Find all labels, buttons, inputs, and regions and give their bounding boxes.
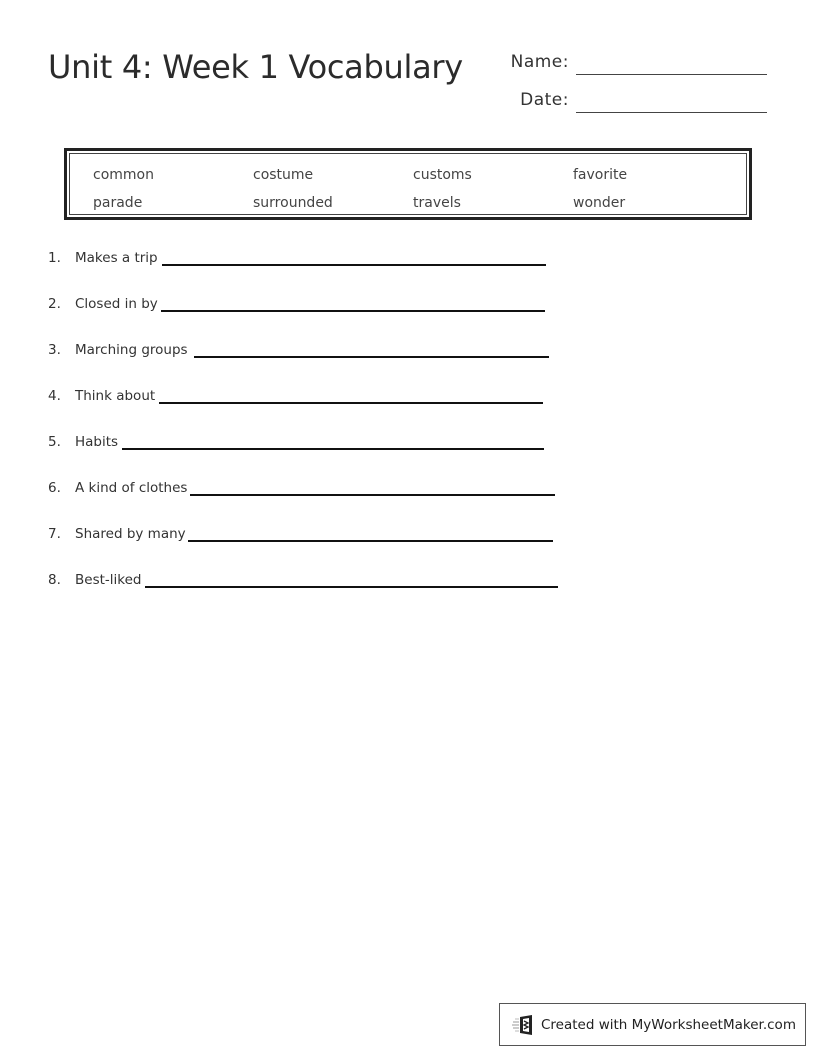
question-number: 3.	[48, 342, 61, 358]
footer-badge[interactable]	[499, 1003, 806, 1046]
question-number: 7.	[48, 526, 61, 542]
question-prompt: Makes a trip	[75, 250, 158, 266]
question-row	[48, 295, 568, 317]
name-line[interactable]	[576, 74, 767, 75]
question-prompt: A kind of clothes	[75, 480, 188, 496]
word-bank-item: favorite	[573, 167, 628, 183]
answer-line[interactable]	[122, 448, 544, 450]
question-prompt: Marching groups	[75, 342, 188, 358]
question-row	[48, 479, 568, 501]
footer-text: Created with MyWorksheetMaker.com	[541, 1016, 796, 1033]
question-row	[48, 571, 568, 593]
question-row	[48, 433, 568, 455]
question-number: 5.	[48, 434, 61, 450]
word-bank	[64, 148, 752, 220]
answer-line[interactable]	[159, 402, 543, 404]
date-field	[499, 90, 767, 110]
name-label: Name:	[510, 52, 569, 72]
question-number: 8.	[48, 572, 61, 588]
question-number: 1.	[48, 250, 61, 266]
question-row	[48, 387, 568, 409]
question-prompt: Habits	[75, 434, 119, 450]
date-label: Date:	[520, 90, 569, 110]
date-line[interactable]	[576, 112, 767, 113]
question-prompt: Think about	[75, 388, 156, 404]
word-bank-inner	[69, 153, 747, 215]
worksheet-maker-logo-icon	[512, 1014, 536, 1036]
word-bank-item: costume	[253, 167, 314, 183]
word-bank-item: customs	[413, 167, 472, 183]
word-bank-item: parade	[93, 195, 143, 211]
word-bank-item: common	[93, 167, 154, 183]
question-number: 4.	[48, 388, 61, 404]
question-prompt: Best-liked	[75, 572, 142, 588]
question-row	[48, 341, 568, 363]
answer-line[interactable]	[161, 310, 545, 312]
page-title: Unit 4: Week 1 Vocabulary	[48, 48, 463, 86]
word-bank-item: wonder	[573, 195, 626, 211]
question-number: 6.	[48, 480, 61, 496]
answer-line[interactable]	[162, 264, 546, 266]
name-field	[499, 52, 767, 72]
answer-line[interactable]	[190, 494, 555, 496]
question-row	[48, 525, 568, 547]
answer-line[interactable]	[194, 356, 549, 358]
answer-line[interactable]	[188, 540, 553, 542]
question-row	[48, 249, 568, 271]
question-number: 2.	[48, 296, 61, 312]
question-prompt: Shared by many	[75, 526, 186, 542]
word-bank-item: travels	[413, 195, 461, 211]
word-bank-item: surrounded	[253, 195, 333, 211]
answer-line[interactable]	[145, 586, 558, 588]
question-prompt: Closed in by	[75, 296, 158, 312]
